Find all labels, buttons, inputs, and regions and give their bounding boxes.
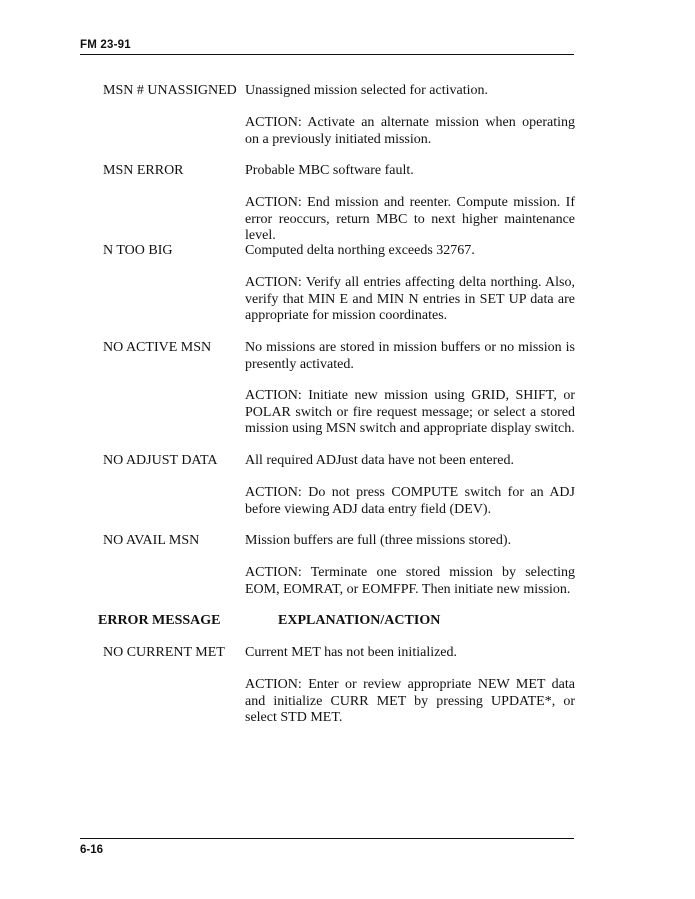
error-term: NO ADJUST DATA (103, 453, 218, 468)
error-action: ACTION: Initiate new mission using GRID, SHIFT, or POLAR switch or fire request message; or select a stored mission using MSN switch and appropriate display switch. (245, 388, 575, 436)
error-action: ACTION: End mission and reenter. Compute mission. If error reoccurs, return MBC to next higher maintenance level. (245, 195, 575, 243)
error-term: N TOO BIG (103, 243, 173, 258)
error-action: ACTION: Activate an alternate mission when operating on a previously initiated mission. (245, 115, 575, 147)
error-action: ACTION: Verify all entries affecting delta northing. Also, verify that MIN E and MIN N entries in SET UP data are appropriate for mission coordinates. (245, 275, 575, 323)
error-explanation: No missions are stored in mission buffers or no mission is presently activated. (245, 340, 575, 372)
error-explanation: Computed delta northing exceeds 32767. (245, 243, 475, 258)
page-number: 6-16 (80, 844, 104, 856)
error-term: NO CURRENT MET (103, 645, 225, 660)
column-heading-explanation-action: EXPLANATION/ACTION (278, 613, 441, 628)
header-rule (80, 54, 574, 55)
footer-rule (80, 838, 574, 839)
error-explanation: All required ADJust data have not been entered. (245, 453, 515, 468)
error-term: NO ACTIVE MSN (103, 340, 212, 355)
error-term: NO AVAIL MSN (103, 533, 200, 548)
error-action: ACTION: Do not press COMPUTE switch for an ADJ before viewing ADJ data entry field (DEV). (245, 485, 575, 517)
error-action: ACTION: Enter or review appropriate NEW MET data and initialize CURR MET by pressing UPDATE*, or select STD MET. (245, 677, 575, 725)
error-explanation: Probable MBC software fault. (245, 163, 414, 178)
error-term: MSN # UNASSIGNED (103, 83, 237, 98)
error-explanation: Current MET has not been initialized. (245, 645, 458, 660)
column-heading-error-message: ERROR MESSAGE (98, 613, 221, 628)
error-explanation: Mission buffers are full (three missions stored). (245, 533, 512, 548)
error-explanation: Unassigned mission selected for activation. (245, 83, 488, 98)
error-term: MSN ERROR (103, 163, 184, 178)
page-header-code: FM 23-91 (80, 39, 131, 51)
error-action: ACTION: Terminate one stored mission by selecting EOM, EOMRAT, or EOMFPF. Then initiate new mission. (245, 565, 575, 597)
